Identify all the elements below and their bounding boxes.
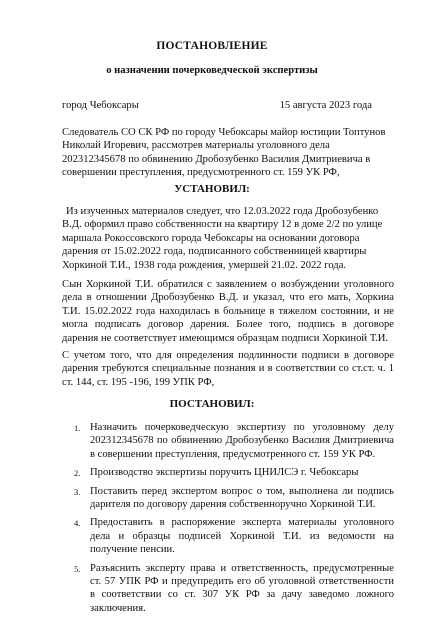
list-item-text: Разъяснить эксперту права и ответственность, предусмотренные ст. 57 УПК РФ и предупредить его об уголовной ответственности в соответствии со ст. 307 УК РФ за дачу заведомо ложного заключения. bbox=[90, 562, 394, 614]
list-item bbox=[0, 466, 394, 479]
list-item-text: Назначить почерковедческую экспертизу по уголовному делу 202312345678 по обвинению Дробозубенко Василия Дмитриевича в совершении преступления, предусмотренного ст. 159 УК РФ. bbox=[90, 422, 394, 460]
list-item-number: 3. bbox=[74, 486, 81, 497]
list-item bbox=[0, 516, 394, 556]
resolved-heading: ПОСТАНОВИЛ: bbox=[169, 398, 255, 410]
list-item-number: 2. bbox=[74, 468, 81, 479]
place-date-line bbox=[62, 99, 372, 112]
list-item-number: 1. bbox=[74, 423, 81, 433]
paragraph-complaint: Сын Хоркиной Т.И. обратился с заявлением о возбуждении уголовного дела в отношении Дробозубенко В.Д. и указал, что его мать, Хоркина Т.И. 15.02.2022 года находилась в больнице в тяжелом состоянии, и не могла подписать договор дарения. Более того, подпись в договоре дарения не соответствует имеющимся образцам подписи Хоркиной Т.И. bbox=[62, 279, 394, 344]
list-item bbox=[0, 421, 394, 461]
list-item bbox=[0, 562, 394, 616]
paragraph-basis: С учетом того, что для определения подлинности подписи в договоре дарения требуются специальные познания и в соответствии со ст.ст. ч. 1 ст. 144, ст. 195 -196, 199 УПК РФ, bbox=[62, 350, 394, 388]
list-item-text: Предоставить в распоряжение эксперта материалы уголовного дела и образцы подписей Хоркиной Т.И. из ведомости на получение пенсии. bbox=[90, 517, 394, 556]
document-subtitle: о назначении почерковедческой экспертизы bbox=[106, 65, 318, 76]
list-item-number: 4. bbox=[74, 518, 81, 529]
resolution-list bbox=[0, 421, 394, 620]
list-item-text: Поставить перед экспертом вопрос о том, выполнена ли подпись дарителя по договору дарения собственноручно Хоркиной Т.И. bbox=[90, 485, 394, 511]
city-text: город Чебоксары bbox=[62, 100, 139, 111]
paragraph-materials: Из изученных материалов следует, что 12.03.2022 года Дробозубенко В.Д. оформил право собственности на квартиру 12 в доме 2/2 по улице маршала Рокоссовского города Чебоксары на основании договора дарения от 15.02.2022 года, подписанного собственницей квартиры Хоркиной Т.И., 1938 года рождения, умершей 21.02. 2022 года. bbox=[62, 206, 383, 271]
date-text: 15 августа 2023 года bbox=[279, 100, 372, 111]
list-item bbox=[0, 485, 394, 512]
intro-paragraph: Следователь СО СК РФ по городу Чебоксары майор юстиции Топтунов Николай Игоревич, рассмотрев материалы уголовного дела 202312345678 по обвинению Дробозубенко Василия Дмитриевича в совершении преступления, предусмотренного ст. 159 УК РФ, bbox=[62, 127, 386, 179]
list-item-number: 5. bbox=[74, 563, 81, 574]
list-item-text: Производство экспертизы поручить ЦНИЛСЭ г. Чебоксары bbox=[90, 467, 359, 479]
document-title: ПОСТАНОВЛЕНИЕ bbox=[156, 40, 268, 52]
established-heading: УСТАНОВИЛ: bbox=[174, 183, 250, 195]
